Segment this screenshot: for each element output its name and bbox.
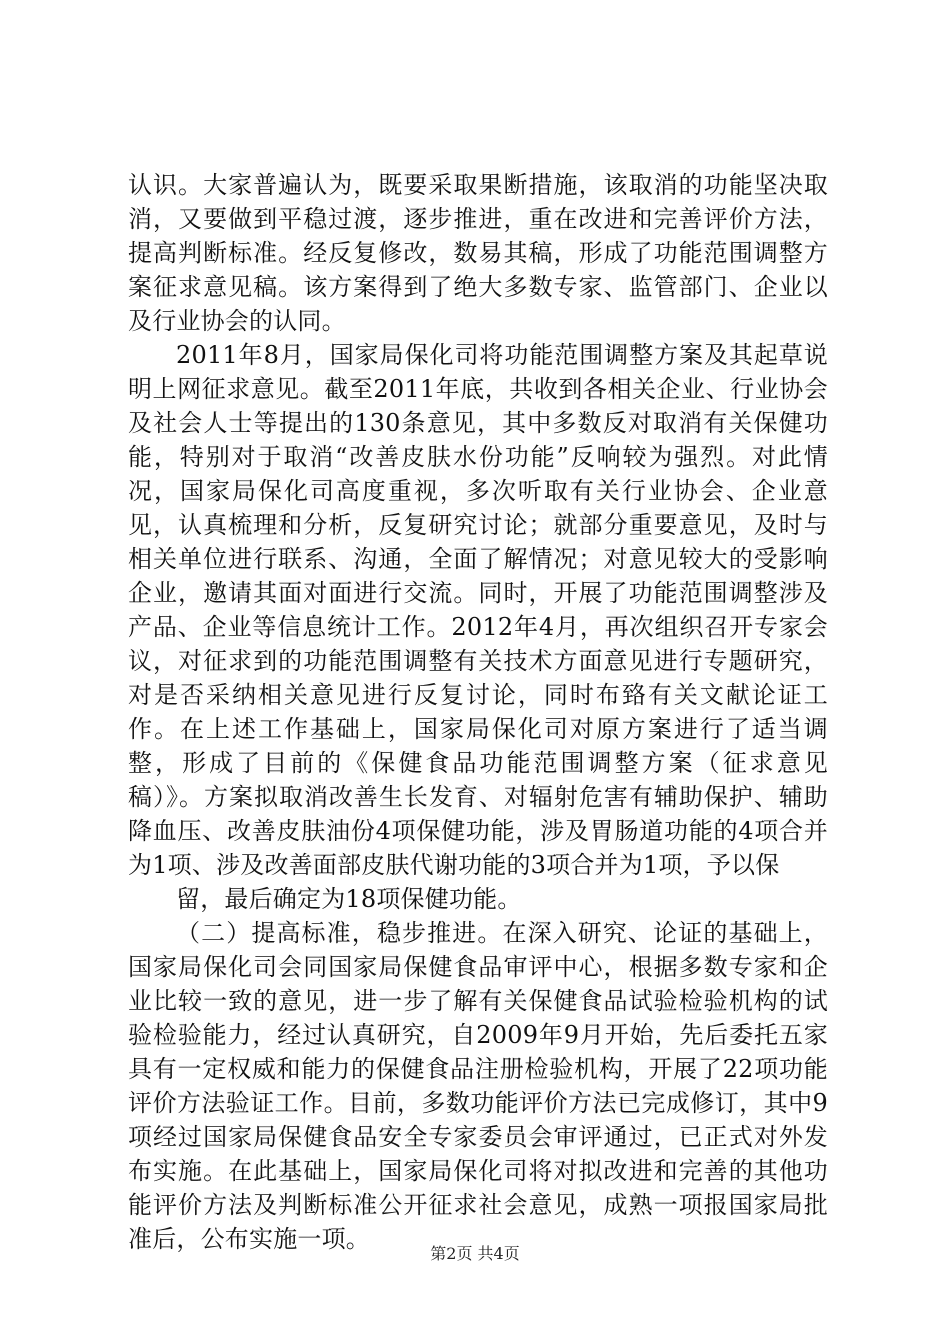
paragraph-retained-functions: 留，最后确定为18项保健功能。 bbox=[176, 885, 522, 913]
paragraph-raise-standards: （二）提高标准，稳步推进。在深入研究、论证的基础上，国家局保化司会同国家局保健食品审评中心，根据多数专家和企业比较一致的意见，进一步了解有关保健食品试验检验机构的试验检验能力，经过认真研究，自2009年9月开始，先后委托五家具有一定权威和能力的保健食品注册检验机构，开展了22项功能评价方法验证工作。目前，多数功能评价方法已完成修订，其中9项经过国家局保健食品安全专家委员会审评通过，已正式对外发布实施。在此基础上，国家局保化司将对拟改进和完善的其他功能评价方法及判断标准公开征求社会意见，成熟一项报国家局批准后，公布实施一项。 bbox=[128, 919, 828, 1253]
paragraph-consultation: 2011年8月，国家局保化司将功能范围调整方案及其起草说明上网征求意见。截至2011年底，共收到各相关企业、行业协会及社会人士等提出的130条意见，其中多数反对取消有关保健功能，特别对于取消“改善皮肤水份功能”反响较为强烈。对此情况，国家局保化司高度重视，多次听取有关行业协会、企业意见，认真梳理和分析，反复研究讨论；就部分重要意见，及时与相关单位进行联系、沟通，全面了解情况；对意见较大的受影响企业，邀请其面对面进行交流。同时，开展了功能范围调整涉及产品、企业等信息统计工作。2012年4月，再次组织召开专家会议，对征求到的功能范围调整有关技术方面意见进行专题研究，对是否采纳相关意见进行反复讨论，同时布臵有关文献论证工作。在上述工作基础上，国家局保化司对原方案进行了适当调整，形成了目前的《保健食品功能范围调整方案（征求意见稿）》。方案拟取消改善生长发育、对辐射危害有辅助保护、辅助降血压、改善皮肤油份4项保健功能，涉及胃肠道功能的4项合并为1项、涉及改善面部皮肤代谢功能的3项合并为1项，予以保 bbox=[128, 341, 828, 879]
document-body bbox=[128, 168, 828, 1256]
page-number-footer: 第2页 共4页 bbox=[430, 1244, 520, 1263]
paragraph-continuation: 认识。大家普遍认为，既要采取果断措施，该取消的功能坚决取消，又要做到平稳过渡，逐步推进，重在改进和完善评价方法，提高判断标准。经反复修改，数易其稿，形成了功能范围调整方案征求意见稿。该方案得到了绝大多数专家、监管部门、企业以及行业协会的认同。 bbox=[128, 171, 828, 335]
